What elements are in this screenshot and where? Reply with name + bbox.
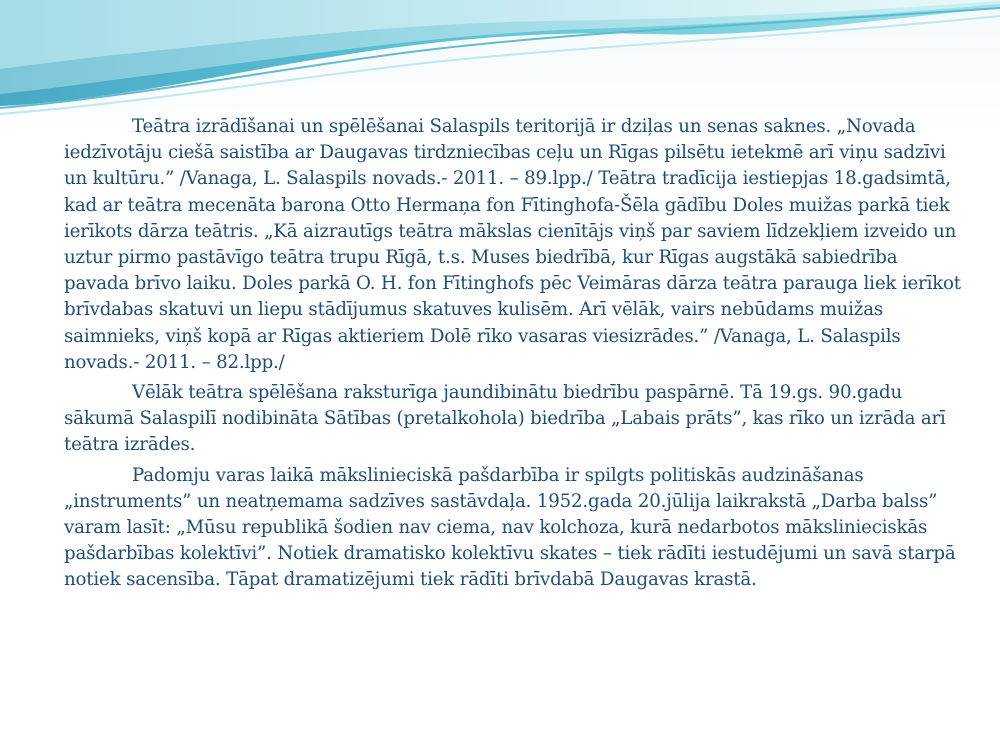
society-paragraph: Vēlāk teātra spēlēšana raksturīga jaundibinātu biedrību paspārnē. Tā 19.gs. 90.gadu sākumā Salaspilī nodibināta Sātības (pretalkohola) biedrība „Labais prāts”, kas rīko un izrāda arī teātra izrādes. [64, 382, 946, 456]
decorative-wave-header [0, 0, 1000, 120]
slide-text-body [64, 114, 964, 598]
soviet-period-paragraph: Padomju varas laikā mākslinieciskā pašdarbība ir spilgts politiskās audzināšanas „instruments” un neatņemama sadzīves sastāvdaļa. 1952.gada 20.jūlija laikrakstā „Darba balss” varam lasīt: „Mūsu republikā šodien nav ciema, nav kolchoza, kurā nedarbotos mākslinieciskās pašdarbības kolektīvi”. Notiek dramatisko kolektīvu skates – tiek rādīti iestudējumi un savā starpā notiek sacensība. Tāpat dramatizējumi tiek rādīti brīvdabā Daugavas krastā. [64, 464, 956, 591]
history-paragraph: Teātra izrādīšanai un spēlēšanai Salaspils teritorijā ir dziļas un senas saknes. „Novada iedzīvotāju ciešā saistība ar Daugavas tirdzniecības ceļu un Rīgas pilsētu ietekmē arī viņu sadzīvi un kultūru.” /Vanaga, L. Salaspils novads.- 2011. – 89.lpp./ Teātra tradīcija iestiepjas 18.gadsimtā, kad ar teātra mecenāta barona Otto Hermaņa fon Fītinghofa-Šēla gādību Doles muižas parkā tiek ierīkots dārza teātris. „Kā aizrautīgs teātra mākslas cienītājs viņš par saviem līdzekļiem izveido un uztur pirmo pastāvīgo teātra trupu Rīgā, t.s. Muses biedrībā, kur Rīgas augstākā sabiedrība pavada brīvo laiku. Doles parkā O. H. fon Fītinghofs pēc Veimāras dārza teātra parauga liek ierīkot brīvdabas skatuvi un liepu stādījumus skatuves kulisēm. Arī vēlāk, vairs nebūdams muižas saimnieks, viņš kopā ar Rīgas aktieriem Dolē rīko vasaras viesizrādes.” /Vanaga, L. Salaspils novads.- 2011. – 82.lpp./ [64, 116, 961, 373]
